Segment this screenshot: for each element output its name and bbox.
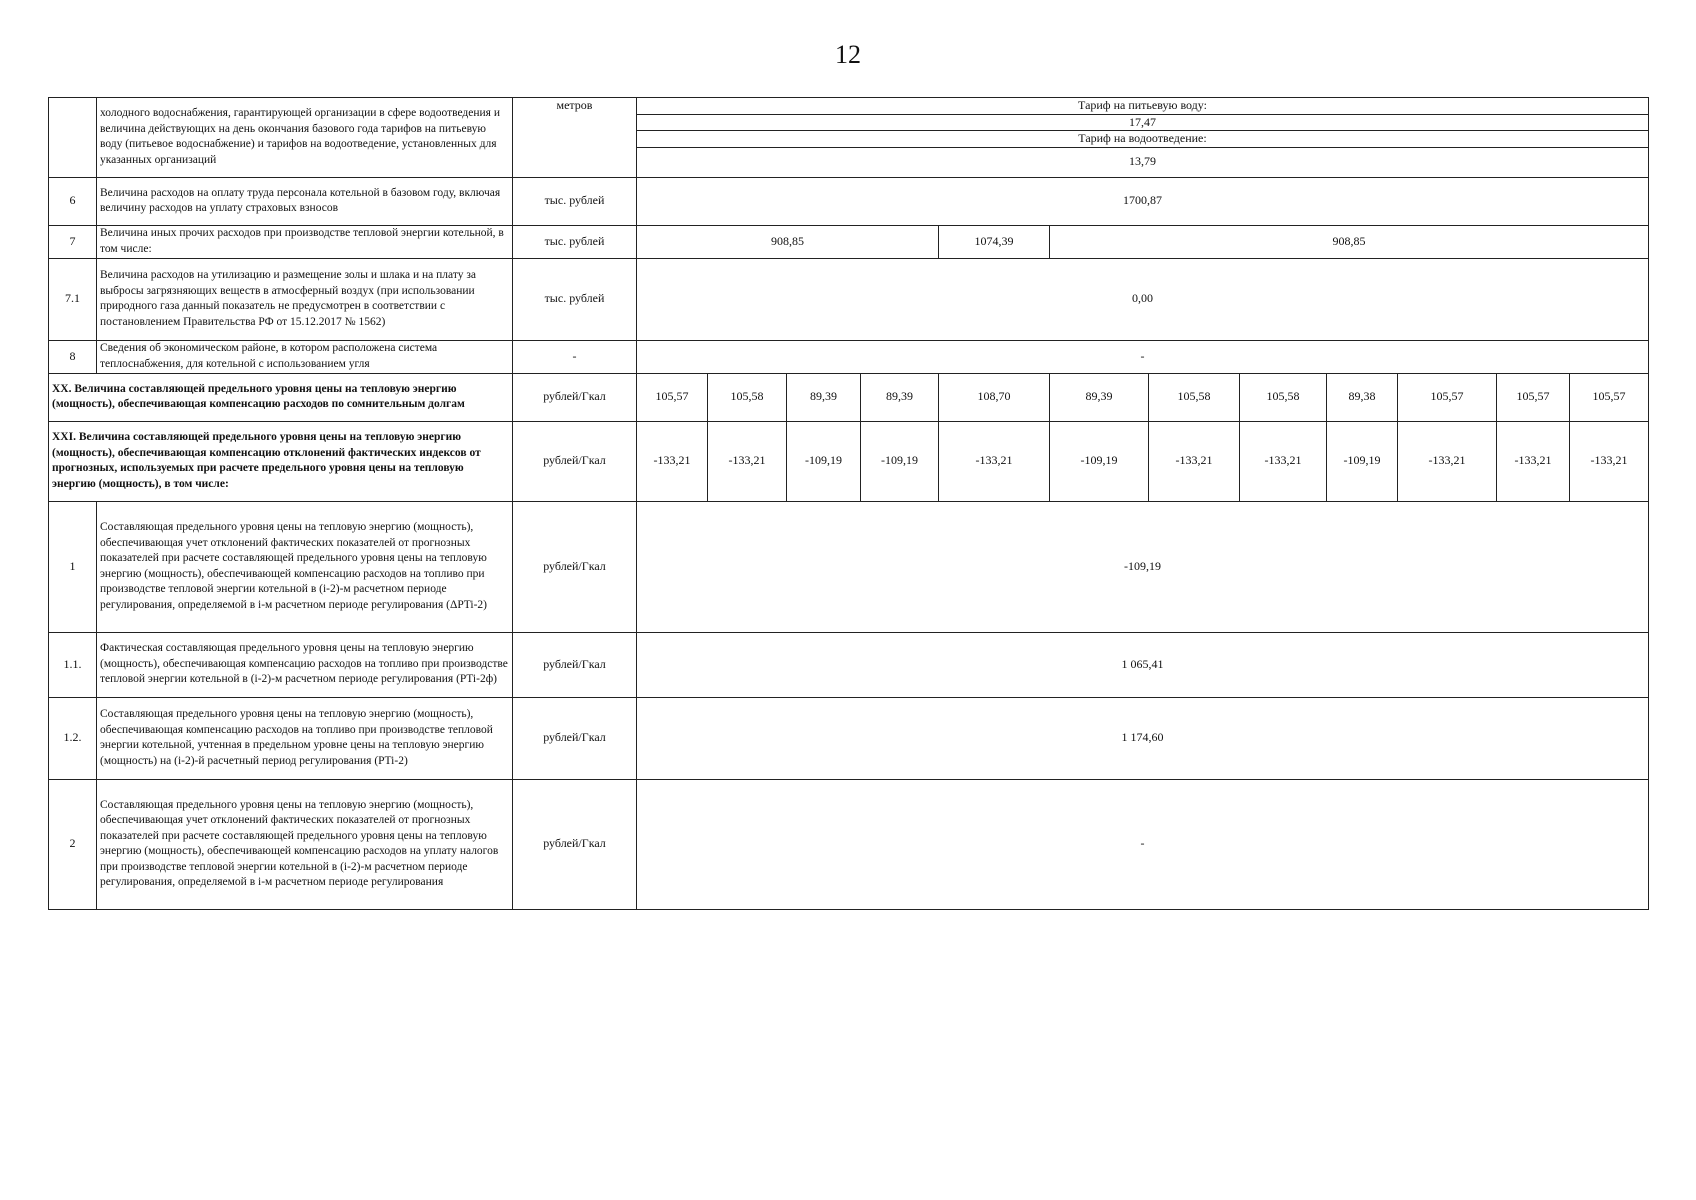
row-number: 6 <box>49 177 97 225</box>
row-value: -109,19 <box>1327 421 1398 501</box>
row-description: Величина расходов на утилизацию и размещение золы и шлака и на плату за выбросы загрязняющих веществ в атмосферный воздух (при использовании природного газа данный показатель не предусмотрен в соответствии с постановлением Правительства РФ от 15.12.2017 № 1562) <box>97 258 513 340</box>
table-row <box>49 779 1649 909</box>
row-description: Величина иных прочих расходов при производстве тепловой энергии котельной, в том числе: <box>97 225 513 258</box>
row-unit: тыс. рублей <box>513 177 637 225</box>
table-row <box>49 697 1649 779</box>
row-description: Сведения об экономическом районе, в котором расположена система теплоснабжения, для котельной с использованием угля <box>97 340 513 373</box>
row-value: 105,58 <box>708 373 787 421</box>
row-description: Составляющая предельного уровня цены на тепловую энергию (мощность), обеспечивающая учет отклонений фактических показателей от прогнозных показателей при расчете составляющей предельного уровня цены на тепловую энергию (мощность), обеспечивающей компенсацию расходов на топливо при производстве тепловой энергии котельной в (i-2)-м расчетном периоде регулирования, определяемой в i-м расчетном периоде регулирования (ΔPTi-2) <box>97 501 513 632</box>
row-value: 908,85 <box>637 225 939 258</box>
row-number <box>49 98 97 178</box>
tariff-value-wastewater: 13,79 <box>637 147 1649 177</box>
row-value: 1074,39 <box>939 225 1050 258</box>
row-value: -109,19 <box>787 421 861 501</box>
row-value: - <box>637 779 1649 909</box>
row-value: -133,21 <box>1497 421 1570 501</box>
table-row <box>49 177 1649 225</box>
row-number: 7.1 <box>49 258 97 340</box>
row-value: -109,19 <box>637 501 1649 632</box>
row-value: 105,57 <box>637 373 708 421</box>
row-value: 108,70 <box>939 373 1050 421</box>
row-description: Величина расходов на оплату труда персонала котельной в базовом году, включая величину расходов на уплату страховых взносов <box>97 177 513 225</box>
row-number: 8 <box>49 340 97 373</box>
row-value: 0,00 <box>637 258 1649 340</box>
table-row <box>49 340 1649 373</box>
row-value: 89,39 <box>1050 373 1149 421</box>
tariff-table <box>48 97 1649 910</box>
row-description: Фактическая составляющая предельного уровня цены на тепловую энергию (мощность), обеспечивающая компенсацию расходов на топливо при производстве тепловой энергии котельной в (i-2)-м расчетном периоде регулирования (PTi-2ф) <box>97 632 513 697</box>
row-unit: рублей/Гкал <box>513 632 637 697</box>
table-row <box>49 98 1649 115</box>
row-value: -133,21 <box>939 421 1050 501</box>
row-unit: рублей/Гкал <box>513 779 637 909</box>
row-unit: рублей/Гкал <box>513 501 637 632</box>
table-row <box>49 258 1649 340</box>
row-description: холодного водоснабжения, гарантирующей организации в сфере водоотведения и величина действующих на день окончания базового года тарифов на питьевую воду (питьевое водоснабжение) и тарифов на водоотведение, установленных для указанных организаций <box>97 98 513 178</box>
tariff-value-drinking-water: 17,47 <box>637 114 1649 131</box>
row-value: 105,58 <box>1240 373 1327 421</box>
row-value: -133,21 <box>708 421 787 501</box>
row-value: 105,57 <box>1497 373 1570 421</box>
row-value: 1 174,60 <box>637 697 1649 779</box>
table-row <box>49 225 1649 258</box>
row-value: 89,39 <box>787 373 861 421</box>
row-number: 1 <box>49 501 97 632</box>
row-value: -133,21 <box>637 421 708 501</box>
row-unit: - <box>513 340 637 373</box>
row-number: 1.1. <box>49 632 97 697</box>
row-value: -133,21 <box>1240 421 1327 501</box>
row-value: 1 065,41 <box>637 632 1649 697</box>
page-number: 12 <box>835 40 861 69</box>
table-row <box>49 421 1649 501</box>
row-value: 908,85 <box>1050 225 1649 258</box>
row-value: - <box>637 340 1649 373</box>
row-unit: рублей/Гкал <box>513 421 637 501</box>
row-unit: рублей/Гкал <box>513 373 637 421</box>
row-number: 2 <box>49 779 97 909</box>
row-value: 105,57 <box>1398 373 1497 421</box>
row-unit: тыс. рублей <box>513 225 637 258</box>
row-value: 89,38 <box>1327 373 1398 421</box>
row-unit: метров <box>513 98 637 178</box>
row-unit: рублей/Гкал <box>513 697 637 779</box>
row-value: -133,21 <box>1398 421 1497 501</box>
row-value: -109,19 <box>1050 421 1149 501</box>
row-unit: тыс. рублей <box>513 258 637 340</box>
row-value: -133,21 <box>1570 421 1649 501</box>
row-number: 1.2. <box>49 697 97 779</box>
table-row <box>49 501 1649 632</box>
row-value: 89,39 <box>861 373 939 421</box>
tariff-label-wastewater: Тариф на водоотведение: <box>637 131 1649 148</box>
row-value: -109,19 <box>861 421 939 501</box>
row-value: 105,58 <box>1149 373 1240 421</box>
tariff-label-drinking-water: Тариф на питьевую воду: <box>637 98 1649 115</box>
table-row <box>49 632 1649 697</box>
section-xxi-title: XXI. Величина составляющей предельного уровня цены на тепловую энергию (мощность), обеспечивающая компенсацию отклонений фактических индексов от прогнозных, используемых при расчете предельного уровня цены на тепловую энергию (мощность), в том числе: <box>49 421 513 501</box>
row-value: -133,21 <box>1149 421 1240 501</box>
row-value: 105,57 <box>1570 373 1649 421</box>
row-description: Составляющая предельного уровня цены на тепловую энергию (мощность), обеспечивающая учет отклонений фактических показателей от прогнозных показателей при расчете составляющей предельного уровня цены на тепловую энергию (мощность), обеспечивающей компенсацию расходов на уплату налогов при производстве тепловой энергии котельной в (i-2)-м расчетном периоде регулирования, определяемой в i-м расчетном периоде регулирования <box>97 779 513 909</box>
table-row <box>49 373 1649 421</box>
row-number: 7 <box>49 225 97 258</box>
section-xx-title: XX. Величина составляющей предельного уровня цены на тепловую энергию (мощность), обеспечивающая компенсацию расходов по сомнительным долгам <box>49 373 513 421</box>
row-description: Составляющая предельного уровня цены на тепловую энергию (мощность), обеспечивающая компенсацию расходов на топливо при производстве тепловой энергии котельной, учтенная в предельном уровне цены на тепловую энергию (мощность) на (i-2)-й расчетный период регулирования (PTi-2) <box>97 697 513 779</box>
row-value: 1700,87 <box>637 177 1649 225</box>
